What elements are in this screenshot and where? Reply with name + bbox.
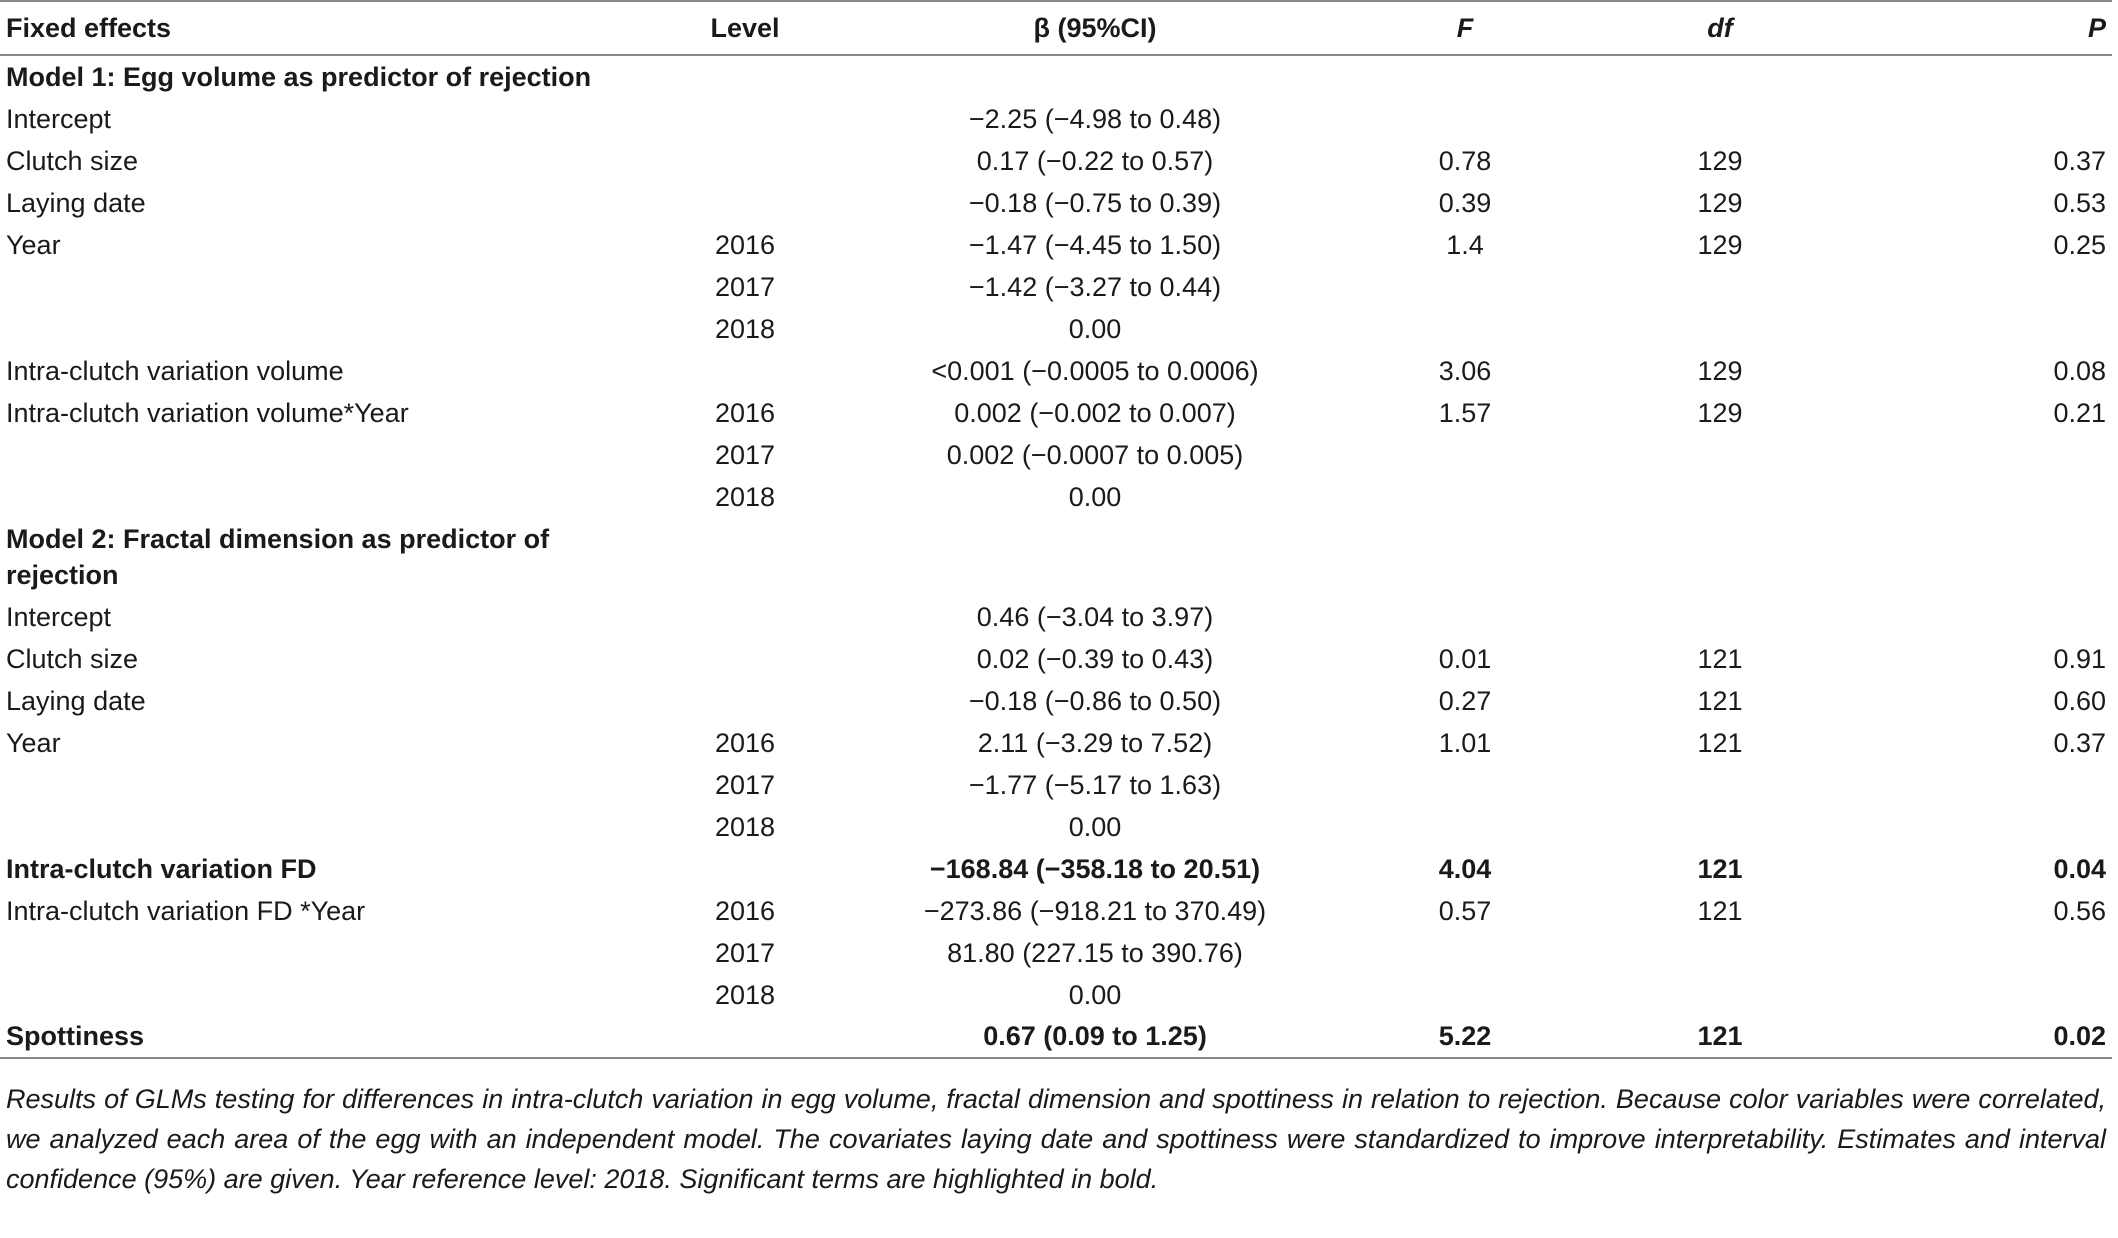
row-level: [640, 638, 850, 680]
row-f: [1340, 434, 1590, 476]
table-row: [0, 224, 2112, 266]
row-p: 0.02: [2053, 1021, 2106, 1051]
row-p: [1850, 806, 2112, 848]
row-level: 2018: [714, 313, 776, 344]
row-beta: 0.00: [1068, 313, 1122, 344]
row-beta: 0.002 (−0.002 to 0.007): [954, 397, 1236, 428]
header-f: F: [1456, 12, 1474, 43]
row-f: [1340, 98, 1590, 140]
row-name: Intra-clutch variation volume: [6, 355, 344, 386]
row-name: Intra-clutch variation FD *Year: [6, 895, 366, 926]
row-name: Year: [6, 229, 61, 260]
row-p: 0.91: [2053, 643, 2106, 674]
row-p: [1850, 434, 2112, 476]
row-df: [1590, 308, 1850, 350]
row-name: [0, 932, 640, 974]
row-beta: 0.002 (−0.0007 to 0.005): [946, 439, 1244, 470]
row-df: 121: [1697, 1021, 1743, 1051]
row-df: [1590, 596, 1850, 638]
row-beta: 0.00: [1068, 481, 1122, 512]
model-2-title: Model 2: Fractal dimension as predictor of rejection: [6, 524, 550, 590]
row-df: 121: [1697, 685, 1743, 716]
row-level: 2018: [714, 481, 776, 512]
header-df: df: [1707, 12, 1733, 43]
row-f: [1340, 974, 1590, 1016]
row-beta: 0.00: [1068, 811, 1122, 842]
table-row: [0, 806, 2112, 848]
table-row: [0, 890, 2112, 932]
table-row: [0, 638, 2112, 680]
row-p: 0.04: [2053, 853, 2106, 884]
table-row: [0, 182, 2112, 224]
row-f: [1340, 476, 1590, 518]
header-beta: β (95%CI): [1033, 12, 1157, 43]
row-df: 121: [1697, 643, 1743, 674]
row-name: Year: [6, 727, 61, 758]
header-row: [0, 1, 2112, 55]
row-f: 4.04: [1438, 853, 1492, 884]
table-row-significant: [0, 848, 2112, 890]
row-df: 129: [1697, 145, 1743, 176]
table-row: [0, 476, 2112, 518]
row-level: 2017: [714, 769, 776, 800]
row-p: [1850, 974, 2112, 1016]
row-name: [0, 764, 640, 806]
row-f: 1.4: [1446, 229, 1484, 260]
row-df: 121: [1697, 727, 1743, 758]
table-header: [0, 1, 2112, 55]
row-beta: −2.25 (−4.98 to 0.48): [968, 103, 1222, 134]
row-f: 0.78: [1438, 145, 1492, 176]
row-name: [0, 476, 640, 518]
row-f: [1340, 596, 1590, 638]
table-row: [0, 140, 2112, 182]
row-level: [640, 98, 850, 140]
row-level: 2017: [714, 937, 776, 968]
row-beta: 0.46 (−3.04 to 3.97): [976, 601, 1214, 632]
row-level: [640, 1016, 850, 1058]
table-caption: Results of GLMs testing for differences in intra-clutch variation in egg volume, fractal dimension and spottiness in relation to rejection. Because color variables were correlated, we analyzed each area of the egg with an independent model. The covariates laying date and spottiness were standardized to improve interpretability. Estimates and interval confidence (95%) are given. Year reference level: 2018. Significant terms are highlighted in bold.: [6, 1084, 2106, 1194]
row-name: Intra-clutch variation FD: [6, 853, 317, 884]
row-f: [1340, 308, 1590, 350]
row-p: 0.60: [2053, 685, 2106, 716]
header-fixed-effects: Fixed effects: [6, 12, 172, 43]
row-f: 1.01: [1438, 727, 1492, 758]
row-name: [0, 308, 640, 350]
row-df: [1590, 932, 1850, 974]
row-name: Spottiness: [6, 1021, 145, 1051]
row-df: 121: [1697, 853, 1743, 884]
row-beta: <0.001 (−0.0005 to 0.0006): [931, 355, 1259, 386]
row-level: [640, 680, 850, 722]
row-f: 1.57: [1438, 397, 1492, 428]
row-name: [0, 266, 640, 308]
row-beta: 0.67 (0.09 to 1.25): [983, 1021, 1207, 1051]
row-beta: −273.86 (−918.21 to 370.49): [923, 895, 1267, 926]
model-1-title: Model 1: Egg volume as predictor of rejection: [6, 62, 592, 92]
row-df: 129: [1697, 187, 1743, 218]
table-row: [0, 932, 2112, 974]
row-beta: −0.18 (−0.86 to 0.50): [968, 685, 1222, 716]
row-name: [0, 974, 640, 1016]
model-2-title-row: [0, 518, 2112, 596]
row-f: 0.39: [1438, 187, 1492, 218]
row-p: [1850, 596, 2112, 638]
row-name: Intercept: [6, 103, 112, 134]
row-df: [1590, 764, 1850, 806]
row-beta: −1.42 (−3.27 to 0.44): [968, 271, 1222, 302]
row-level: [640, 182, 850, 224]
row-df: [1590, 434, 1850, 476]
table-row-significant: [0, 1016, 2112, 1058]
header-level: Level: [710, 12, 780, 43]
table-row: [0, 722, 2112, 764]
row-beta: 81.80 (227.15 to 390.76): [947, 937, 1243, 968]
row-level: 2018: [714, 979, 776, 1010]
row-name: [0, 806, 640, 848]
row-level: 2017: [714, 271, 776, 302]
row-df: [1590, 266, 1850, 308]
row-df: [1590, 476, 1850, 518]
row-df: 129: [1697, 397, 1743, 428]
row-level: 2016: [714, 727, 776, 758]
row-beta: 0.00: [1068, 979, 1122, 1010]
row-p: [1850, 308, 2112, 350]
row-df: [1590, 98, 1850, 140]
row-p: 0.21: [2053, 397, 2106, 428]
row-beta: 0.17 (−0.22 to 0.57): [976, 145, 1214, 176]
row-level: [640, 848, 850, 890]
table-row: [0, 266, 2112, 308]
row-beta: −1.77 (−5.17 to 1.63): [968, 769, 1222, 800]
row-p: [1850, 932, 2112, 974]
row-beta: 0.02 (−0.39 to 0.43): [976, 643, 1214, 674]
row-name: Intra-clutch variation volume*Year: [6, 397, 409, 428]
row-level: 2016: [714, 397, 776, 428]
row-p: [1850, 764, 2112, 806]
row-level: 2018: [714, 811, 776, 842]
row-f: [1340, 764, 1590, 806]
table-row: [0, 350, 2112, 392]
row-df: 129: [1697, 355, 1743, 386]
table-row: [0, 308, 2112, 350]
row-p: 0.25: [2053, 229, 2106, 260]
row-f: [1340, 266, 1590, 308]
row-level: 2016: [714, 229, 776, 260]
table-row: [0, 680, 2112, 722]
row-df: 129: [1697, 229, 1743, 260]
row-f: [1340, 806, 1590, 848]
row-beta: −1.47 (−4.45 to 1.50): [968, 229, 1222, 260]
row-level: [640, 140, 850, 182]
row-p: 0.37: [2053, 727, 2106, 758]
row-name: Intercept: [6, 601, 112, 632]
table-row: [0, 764, 2112, 806]
row-p: 0.37: [2053, 145, 2106, 176]
table-row: [0, 434, 2112, 476]
row-beta: 2.11 (−3.29 to 7.52): [977, 727, 1213, 758]
model-1-title-row: [0, 55, 2112, 98]
row-p: [1850, 98, 2112, 140]
row-df: 121: [1697, 895, 1743, 926]
row-f: 5.22: [1438, 1021, 1492, 1051]
row-name: Clutch size: [6, 643, 139, 674]
header-p: P: [2087, 12, 2106, 43]
row-f: 0.27: [1438, 685, 1492, 716]
row-f: 0.01: [1438, 643, 1492, 674]
row-df: [1590, 806, 1850, 848]
row-p: 0.56: [2053, 895, 2106, 926]
table-row: [0, 974, 2112, 1016]
row-level: 2017: [714, 439, 776, 470]
table-row: [0, 98, 2112, 140]
row-p: 0.08: [2053, 355, 2106, 386]
row-p: [1850, 476, 2112, 518]
row-df: [1590, 974, 1850, 1016]
row-level: [640, 350, 850, 392]
row-p: 0.53: [2053, 187, 2106, 218]
row-name: [0, 434, 640, 476]
row-name: Laying date: [6, 685, 146, 716]
row-p: [1850, 266, 2112, 308]
table-row: [0, 392, 2112, 434]
row-level: [640, 596, 850, 638]
table-body: [0, 55, 2112, 1058]
row-beta: −0.18 (−0.75 to 0.39): [968, 187, 1222, 218]
row-f: 0.57: [1438, 895, 1492, 926]
row-beta: −168.84 (−358.18 to 20.51): [929, 853, 1261, 884]
row-f: [1340, 932, 1590, 974]
row-name: Clutch size: [6, 145, 139, 176]
row-name: Laying date: [6, 187, 146, 218]
row-f: 3.06: [1438, 355, 1492, 386]
table-row: [0, 596, 2112, 638]
row-level: 2016: [714, 895, 776, 926]
